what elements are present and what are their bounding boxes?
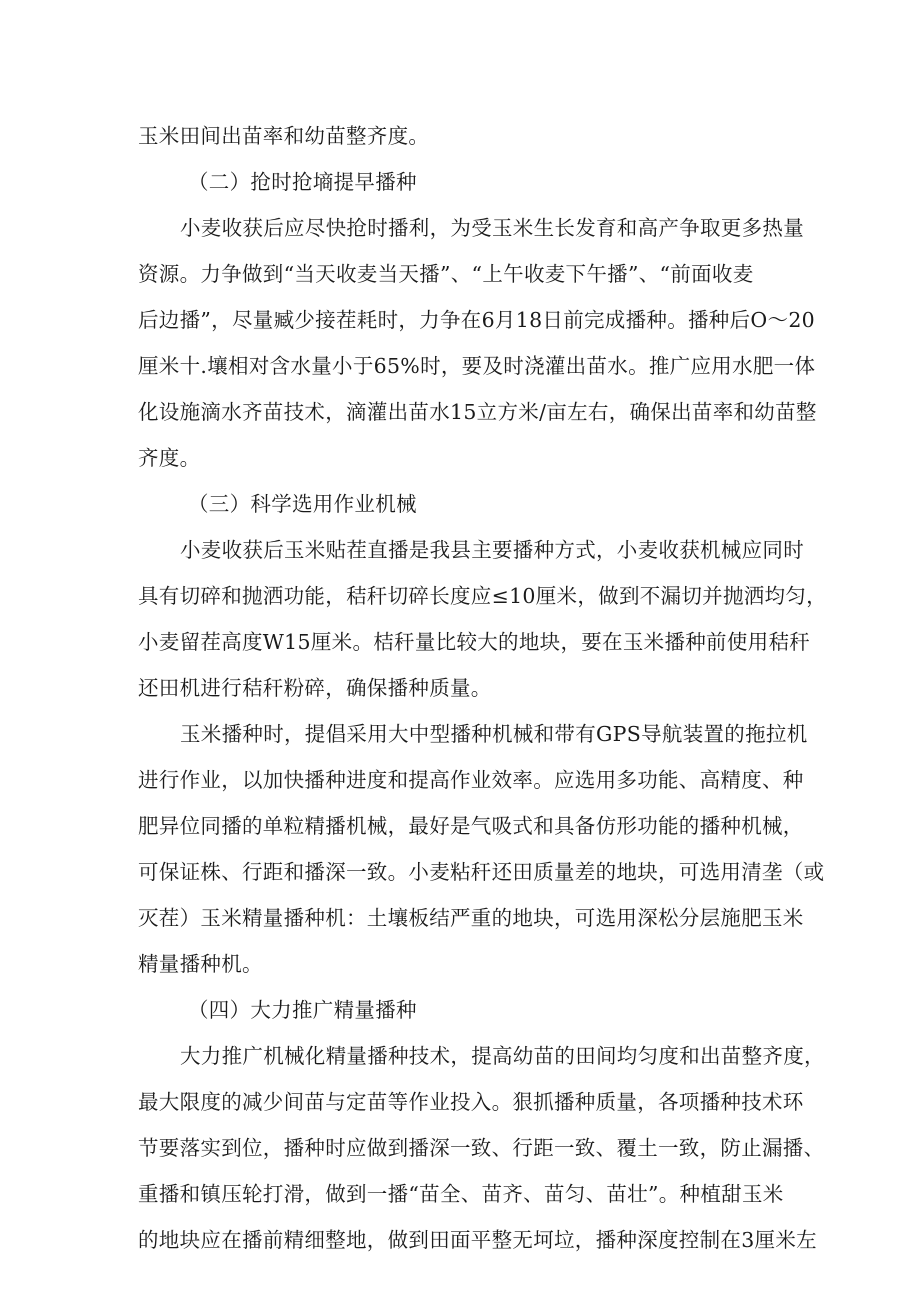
paragraph-line: 后边播”，尽量臧少接茬耗时，力争在6月18日前完成播种。播种后O～20: [138, 308, 815, 332]
paragraph-line: 小麦留茬高度W15厘米。桔秆量比较大的地块，要在玉米播种前使用秸秆: [138, 630, 811, 654]
paragraph-line: 小麦收获后玉米贴茬直播是我县主要播种方式，小麦收获机械应同时: [180, 538, 804, 562]
section-heading: （三）科学选用作业机械: [188, 492, 417, 516]
paragraph-line: 齐度。: [138, 446, 201, 470]
paragraph-line: 进行作业，以加快播种进度和提高作业效率。应选用多功能、高精度、种: [138, 768, 804, 792]
paragraph-line: 资源。力争做到“当天收麦当天播”、“上午收麦下午播”、“前面收麦: [138, 262, 754, 286]
paragraph-line: 玉米播种时，提倡采用大中型播种机械和带有GPS导航装置的拖拉机: [180, 722, 808, 746]
paragraph-line: 灭茬）玉米精量播种机：土壤板结严重的地块，可选用深松分层施肥玉米: [138, 906, 804, 930]
paragraph-line: 小麦收获后应尽快抢时播利，为受玉米生长发育和高产争取更多热量: [180, 216, 804, 240]
paragraph-line: 最大限度的减少间苗与定苗等作业投入。狠抓播种质量，各项播种技术环: [138, 1090, 804, 1114]
paragraph-line: 化设施滴水齐苗技术，滴灌出苗水15立方米/亩左右，确保出苗率和幼苗整: [138, 400, 817, 424]
paragraph-line: 的地块应在播前精细整地，做到田面平整无坷垃，播种深度控制在3厘米左: [138, 1228, 817, 1252]
section-heading: （二）抢时抢墒提早播种: [188, 170, 417, 194]
paragraph-line: 重播和镇压轮打滑，做到一播“苗全、苗齐、苗匀、苗壮”。种植甜玉米: [138, 1182, 784, 1206]
paragraph-line: 玉米田间出苗率和幼苗整齐度。: [138, 124, 430, 148]
paragraph-line: 精量播种机。: [138, 952, 263, 976]
paragraph-line: 还田机进行秸秆粉碎，确保播种质量。: [138, 676, 492, 700]
section-heading: （四）大力推广精量播种: [188, 998, 417, 1022]
paragraph-line: 可保证株、行距和播深一致。小麦粘秆还田质量差的地块，可选用清垄（或: [138, 860, 825, 884]
paragraph-line: 具有切碎和抛洒功能，秸秆切碎长度应≤10厘米，做到不漏切并抛洒均匀，: [138, 584, 827, 608]
paragraph-line: 厘米十.壤相对含水量小于65%时，要及时浇灌出苗水。推广应用水肥一体: [138, 354, 816, 378]
paragraph-line: 肥异位同播的单粒精播机械，最好是气吸式和具备仿形功能的播种机械，: [138, 814, 804, 838]
paragraph-line: 大力推广机械化精量播种技术，提高幼苗的田间均匀度和出苗整齐度，: [180, 1044, 825, 1068]
paragraph-line: 节要落实到位，播种时应做到播深一致、行距一致、覆土一致，防止漏播、: [138, 1136, 825, 1160]
